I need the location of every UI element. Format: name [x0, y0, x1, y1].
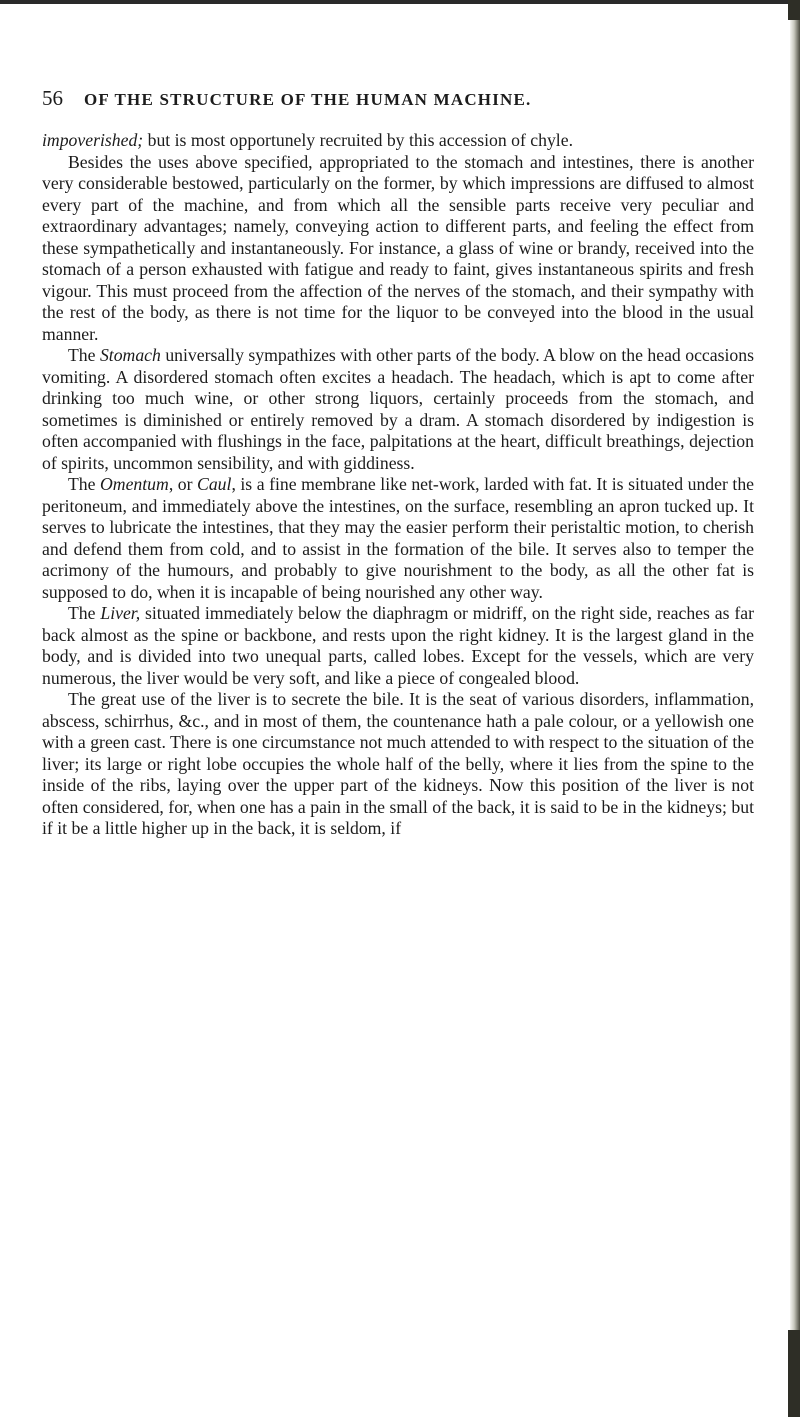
italic-term: Liver, — [100, 603, 141, 623]
paragraph-mid: , or — [168, 474, 198, 494]
italic-term: Caul — [197, 474, 232, 494]
paragraph — [42, 474, 754, 603]
italic-term: Stomach — [99, 345, 161, 365]
paragraph-lead: The — [68, 345, 100, 365]
paragraph-text: situated immediately below the diaphragm or midriff, on the right side, reaches as far back almost as the spine or backbone, and rests upon the right kidney. It is the largest gland in the body, and is divided into two unequal parts, called lobes. Except for the vessels, which are very numerous, the liver would be very soft, and like a piece of congealed blood. — [42, 603, 754, 688]
top-border-rule — [0, 0, 790, 4]
body-text — [42, 130, 754, 840]
running-title: OF THE STRUCTURE OF THE HUMAN MACHINE. — [84, 90, 532, 109]
paragraph — [42, 130, 754, 152]
running-head — [42, 86, 754, 116]
paragraph-text: , is a fine membrane like net-work, larded with fat. It is situated under the peritoneum, and immediately above the intestines, on the surface, resembling an apron tucked up. It serves to lubricate the intestines, that they may the easier perform their peristaltic motion, to cherish and defend them from cold, and to assist in the formation of the bile. It serves also to temper the acrimony of the humours, and probably to give nourishment to the body, as all the other fat is supposed to do, when it is incapable of being nourished any other way. — [42, 474, 755, 602]
italic-term: impoverished; — [42, 130, 144, 150]
page-edge-mark — [788, 0, 800, 20]
book-page — [42, 86, 754, 840]
paragraph-lead: The — [68, 603, 101, 623]
paragraph — [42, 689, 754, 840]
italic-term: Omentum — [100, 474, 169, 494]
page-number: 56 — [42, 86, 63, 110]
paragraph-text: The great use of the liver is to secrete the bile. It is the seat of various disorders, inflammation, abscess, schirrhus, &c., and in most of them, the countenance hath a pale colour, or a yellowish one with a green cast. There is one circumstance not much attended to with respect to the situation of the liver; its large or right lobe occupies the whole half of the belly, where it lies from the spine to the inside of the ribs, laying over the upper part of the kidneys. Now this position of the liver is not often considered, for, when one has a pain in the small of the back, it is said to be in the kidneys; but if it be a little higher up in the back, it is seldom, if — [42, 689, 754, 838]
page-edge-shadow — [790, 0, 800, 1417]
paragraph-text: but is most opportunely recruited by this accession of chyle. — [143, 130, 573, 150]
page-edge-mark — [788, 1330, 800, 1417]
paragraph — [42, 152, 754, 346]
paragraph-lead: The — [68, 474, 101, 494]
paragraph-text: universally sympathizes with other parts of the body. A blow on the head occasions vomiting. A disordered stomach often excites a headach. The headach, which is apt to come after drinking too much wine, or other strong liquors, certainly proceeds from the stomach, and sometimes is diminished or entirely removed by a dram. A stomach disordered by indigestion is often accompanied with flushings in the face, palpitations at the heart, difficult breathings, dejection of spirits, uncommon sensibility, and with giddiness. — [42, 345, 754, 473]
paragraph — [42, 345, 754, 474]
paragraph — [42, 603, 754, 689]
paragraph-text: Besides the uses above specified, appropriated to the stomach and intestines, there is another very considerable bestowed, particularly on the former, by which impressions are diffused to almost every part of the machine, and from which all the sensible parts receive very peculiar and extraordinary advantages; namely, conveying action to different parts, and feeling the effect from these sympathetically and instantaneously. For instance, a glass of wine or brandy, received into the stomach of a person exhausted with fatigue and ready to faint, gives instantaneous spirits and fresh vigour. This must proceed from the affection of the nerves of the stomach, and their sympathy with the rest of the body, as there is not time for the liquor to be conveyed into the blood in the usual manner. — [42, 151, 754, 344]
